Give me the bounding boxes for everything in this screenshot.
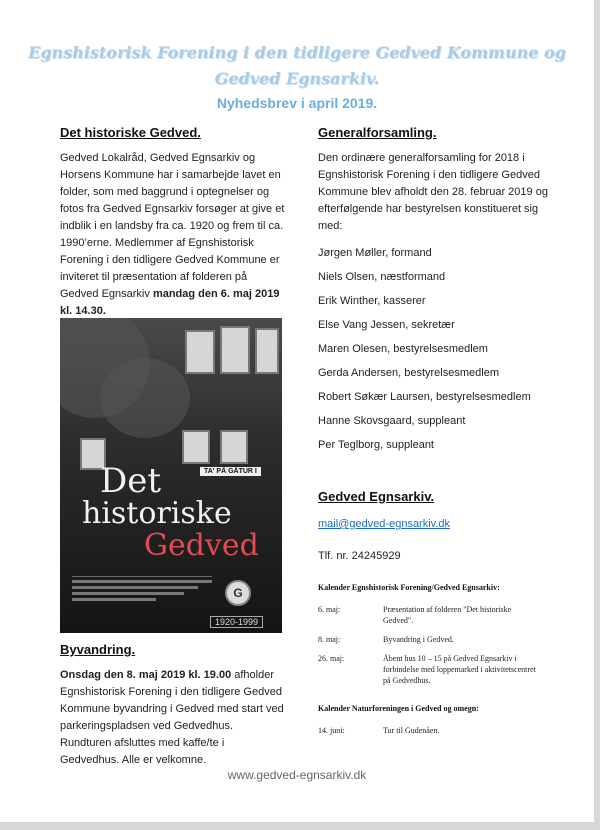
- calendar-text: Åbent hus 10 – 15 på Gedved Egnsarkiv i forbindelse med loppemarked i aktivitetscentret på Gedvedhus.: [383, 654, 536, 685]
- right-column: [318, 125, 548, 736]
- calendar-egnshistorisk: [318, 583, 548, 686]
- byvandring-paragraph: [60, 667, 285, 769]
- calendar-title: Kalender Naturforeningen i Gedved og omegn:: [318, 704, 479, 713]
- calendar-date: 6. maj:: [318, 605, 341, 614]
- calendar-date: 26. maj:: [318, 654, 345, 663]
- newsletter-header: [0, 40, 594, 114]
- folder-cover-image: [60, 318, 282, 633]
- board-member-list: [318, 241, 548, 457]
- poster-seal: G: [225, 580, 251, 606]
- poster-window: [220, 326, 250, 374]
- board-member: Hanne Skovsgaard, suppleant: [318, 415, 466, 427]
- board-member: Maren Olesen, bestyrelsesmedlem: [318, 343, 488, 355]
- header-line-1: Egnshistorisk Forening i den tidligere Gedved Kommune og: [28, 43, 566, 62]
- calendar-date: 14. juni:: [318, 726, 345, 735]
- poster-years: 1920-1999: [210, 616, 263, 628]
- section-heading-generalforsamling: Generalforsamling.: [318, 125, 437, 140]
- email-link[interactable]: mail@gedved-egnsarkiv.dk: [318, 518, 451, 530]
- page-edge: [594, 0, 600, 830]
- byvandring-section: [60, 642, 285, 769]
- calendar-date: 8. maj:: [318, 635, 341, 644]
- left-column: [60, 125, 285, 320]
- paragraph-text: Gedved Lokalråd, Gedved Egnsarkiv og Horsens Kommune har i samarbejde lavet en folder, som med baggrund i optegnelser og fotos fra Gedved Egnsarkiv forsøger at give et indblik i en landsby fra ca. 1920 og frem til ca. 1990’erne. Medlemmer af Egnshistorisk Forening i den tidligere Gedved Kommune er inviteret til præsentation af folderen på Gedved Egnsarkiv: [60, 152, 285, 300]
- board-member: Jørgen Møller, formand: [318, 247, 432, 259]
- section-heading-egnsarkiv: Gedved Egnsarkiv.: [318, 489, 435, 504]
- calendar-text: Byvandring i Gedved.: [383, 635, 454, 644]
- poster-tag: TA' PÅ GÅTUR I: [200, 467, 261, 476]
- page-bottom-edge: [0, 822, 600, 830]
- poster-small-text: [72, 576, 212, 607]
- generalforsamling-intro: Den ordinære generalforsamling for 2018 i Egnshistorisk Forening i den tidligere Gedved Kommune blev afholdt den 28. februar 2019 og efterfølgende har bestyrelsen konstitueret sig med:: [318, 152, 548, 232]
- board-member: Niels Olsen, næstformand: [318, 271, 446, 283]
- poster-window: [182, 430, 210, 464]
- section-heading-byvandring: Byvandring.: [60, 642, 136, 657]
- calendar-entry: [318, 653, 548, 686]
- header-line-3: Nyhedsbrev i april 2019.: [216, 95, 378, 111]
- board-member: Per Teglborg, suppleant: [318, 439, 434, 451]
- byvandring-bold-date: Onsdag den 8. maj 2019 kl. 19.00: [60, 669, 232, 681]
- calendar-text: Tur til Gudenåen.: [383, 726, 440, 735]
- poster-title-1: Det: [100, 461, 162, 501]
- section-heading-historiske: Det historiske Gedved.: [60, 125, 201, 140]
- board-member: Erik Winther, kasserer: [318, 295, 426, 307]
- poster-title-2: historiske: [82, 496, 232, 531]
- poster-title-3: Gedved: [144, 528, 259, 563]
- section-paragraph-historiske: [60, 150, 285, 320]
- poster-window: [255, 328, 279, 374]
- calendar-entry: [318, 725, 548, 736]
- paragraph-bold-date: mandag den 6. maj 2019 kl. 14.30.: [60, 288, 280, 317]
- calendar-text: Præsentation af folderen "Det historiske Gedved".: [383, 605, 512, 625]
- byvandring-text: afholder Egnshistorisk Forening i den tidligere Gedved Kommune byvandring i Gedved med start ved parkeringspladsen ved Gedvedhus. Rundturen afsluttes med kaffe/te i Gedvedhus. Alle er velkomne.: [60, 669, 284, 766]
- calendar-title: Kalender Egnshistorisk Forening/Gedved Egnsarkiv:: [318, 583, 500, 592]
- board-member: Else Vang Jessen, sekretær: [318, 319, 455, 331]
- calendar-entry: [318, 634, 548, 645]
- calendar-entry: [318, 604, 548, 626]
- poster-window: [185, 330, 215, 374]
- board-member: Gerda Andersen, bestyrelsesmedlem: [318, 367, 499, 379]
- poster-window: [220, 430, 248, 464]
- phone-number: Tlf. nr. 24245929: [318, 550, 401, 562]
- footer-website: www.gedved-egnsarkiv.dk: [227, 768, 367, 782]
- board-member: Robert Søkær Laursen, bestyrelsesmedlem: [318, 391, 531, 403]
- header-line-2: Gedved Egnsarkiv.: [214, 69, 380, 88]
- poster-tree: [100, 358, 190, 438]
- calendar-naturforeningen: [318, 704, 548, 736]
